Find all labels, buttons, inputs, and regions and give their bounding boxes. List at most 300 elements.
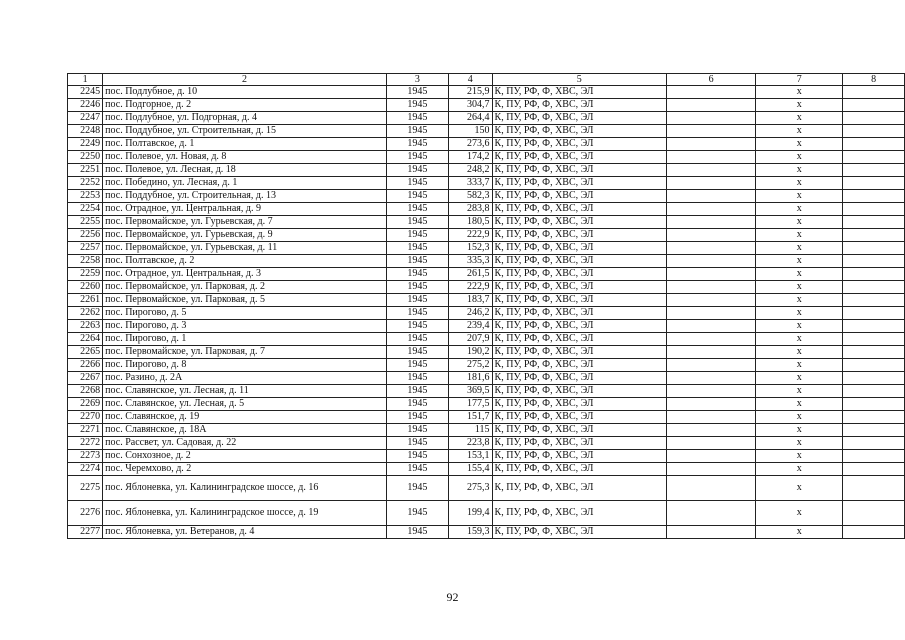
year-cell: 1945 xyxy=(386,526,448,539)
col6-cell xyxy=(666,138,756,151)
mark-cell: х xyxy=(756,203,843,216)
mark-cell: х xyxy=(756,307,843,320)
systems-cell: К, ПУ, РФ, Ф, ХВС, ЭЛ xyxy=(492,99,666,112)
mark-cell: х xyxy=(756,346,843,359)
year-cell: 1945 xyxy=(386,424,448,437)
year-cell: 1945 xyxy=(386,501,448,526)
systems-cell: К, ПУ, РФ, Ф, ХВС, ЭЛ xyxy=(492,411,666,424)
address-cell: пос. Отрадное, ул. Центральная, д. 9 xyxy=(103,203,387,216)
address-cell: пос. Подгорное, д. 2 xyxy=(103,99,387,112)
col6-cell xyxy=(666,463,756,476)
col8-cell xyxy=(843,346,905,359)
area-cell: 151,7 xyxy=(448,411,492,424)
table-row xyxy=(68,372,905,385)
header-col-3: 3 xyxy=(386,74,448,86)
col8-cell xyxy=(843,151,905,164)
col8-cell xyxy=(843,398,905,411)
row-number: 2260 xyxy=(68,281,103,294)
table-row xyxy=(68,242,905,255)
row-number: 2252 xyxy=(68,177,103,190)
area-cell: 264,4 xyxy=(448,112,492,125)
systems-cell: К, ПУ, РФ, Ф, ХВС, ЭЛ xyxy=(492,320,666,333)
systems-cell: К, ПУ, РФ, Ф, ХВС, ЭЛ xyxy=(492,424,666,437)
systems-cell: К, ПУ, РФ, Ф, ХВС, ЭЛ xyxy=(492,333,666,346)
table-row xyxy=(68,190,905,203)
col6-cell xyxy=(666,268,756,281)
col8-cell xyxy=(843,125,905,138)
table-row xyxy=(68,151,905,164)
header-col-4: 4 xyxy=(448,74,492,86)
col6-cell xyxy=(666,229,756,242)
mark-cell: х xyxy=(756,125,843,138)
year-cell: 1945 xyxy=(386,125,448,138)
systems-cell: К, ПУ, РФ, Ф, ХВС, ЭЛ xyxy=(492,526,666,539)
col8-cell xyxy=(843,112,905,125)
header-col-1: 1 xyxy=(68,74,103,86)
col8-cell xyxy=(843,320,905,333)
col6-cell xyxy=(666,190,756,203)
address-cell: пос. Первомайское, ул. Гурьевская, д. 11 xyxy=(103,242,387,255)
table-row xyxy=(68,281,905,294)
row-number: 2265 xyxy=(68,346,103,359)
area-cell: 222,9 xyxy=(448,229,492,242)
table-row xyxy=(68,385,905,398)
year-cell: 1945 xyxy=(386,203,448,216)
area-cell: 199,4 xyxy=(448,501,492,526)
col8-cell xyxy=(843,307,905,320)
year-cell: 1945 xyxy=(386,346,448,359)
systems-cell: К, ПУ, РФ, Ф, ХВС, ЭЛ xyxy=(492,372,666,385)
col8-cell xyxy=(843,242,905,255)
mark-cell: х xyxy=(756,190,843,203)
mark-cell: х xyxy=(756,138,843,151)
page-number: 92 xyxy=(446,590,459,604)
col8-cell xyxy=(843,411,905,424)
address-cell: пос. Черемхово, д. 2 xyxy=(103,463,387,476)
col6-cell xyxy=(666,112,756,125)
row-number: 2245 xyxy=(68,86,103,99)
col6-cell xyxy=(666,501,756,526)
row-number: 2262 xyxy=(68,307,103,320)
year-cell: 1945 xyxy=(386,307,448,320)
col8-cell xyxy=(843,501,905,526)
col6-cell xyxy=(666,99,756,112)
mark-cell: х xyxy=(756,99,843,112)
housing-registry-table xyxy=(67,73,905,539)
col6-cell xyxy=(666,476,756,501)
col8-cell xyxy=(843,177,905,190)
area-cell: 283,8 xyxy=(448,203,492,216)
col8-cell xyxy=(843,138,905,151)
mark-cell: х xyxy=(756,463,843,476)
mark-cell: х xyxy=(756,151,843,164)
address-cell: пос. Пирогово, д. 3 xyxy=(103,320,387,333)
row-number: 2269 xyxy=(68,398,103,411)
area-cell: 222,9 xyxy=(448,281,492,294)
col6-cell xyxy=(666,216,756,229)
mark-cell: х xyxy=(756,526,843,539)
row-number: 2254 xyxy=(68,203,103,216)
year-cell: 1945 xyxy=(386,190,448,203)
header-col-5: 5 xyxy=(492,74,666,86)
systems-cell: К, ПУ, РФ, Ф, ХВС, ЭЛ xyxy=(492,294,666,307)
address-cell: пос. Первомайское, ул. Парковая, д. 7 xyxy=(103,346,387,359)
mark-cell: х xyxy=(756,255,843,268)
row-number: 2276 xyxy=(68,501,103,526)
table-row xyxy=(68,138,905,151)
systems-cell: К, ПУ, РФ, Ф, ХВС, ЭЛ xyxy=(492,229,666,242)
col6-cell xyxy=(666,294,756,307)
col6-cell xyxy=(666,177,756,190)
col8-cell xyxy=(843,255,905,268)
header-col-8: 8 xyxy=(843,74,905,86)
table-row xyxy=(68,229,905,242)
area-cell: 215,9 xyxy=(448,86,492,99)
address-cell: пос. Пирогово, д. 1 xyxy=(103,333,387,346)
area-cell: 248,2 xyxy=(448,164,492,177)
table-row xyxy=(68,450,905,463)
mark-cell: х xyxy=(756,398,843,411)
systems-cell: К, ПУ, РФ, Ф, ХВС, ЭЛ xyxy=(492,476,666,501)
area-cell: 155,4 xyxy=(448,463,492,476)
col6-cell xyxy=(666,151,756,164)
row-number: 2261 xyxy=(68,294,103,307)
mark-cell: х xyxy=(756,411,843,424)
col8-cell xyxy=(843,333,905,346)
table-row xyxy=(68,112,905,125)
systems-cell: К, ПУ, РФ, Ф, ХВС, ЭЛ xyxy=(492,125,666,138)
area-cell: 190,2 xyxy=(448,346,492,359)
row-number: 2270 xyxy=(68,411,103,424)
area-cell: 335,3 xyxy=(448,255,492,268)
col8-cell xyxy=(843,86,905,99)
year-cell: 1945 xyxy=(386,411,448,424)
col8-cell xyxy=(843,476,905,501)
systems-cell: К, ПУ, РФ, Ф, ХВС, ЭЛ xyxy=(492,112,666,125)
mark-cell: х xyxy=(756,294,843,307)
area-cell: 273,6 xyxy=(448,138,492,151)
year-cell: 1945 xyxy=(386,320,448,333)
table-row xyxy=(68,411,905,424)
systems-cell: К, ПУ, РФ, Ф, ХВС, ЭЛ xyxy=(492,463,666,476)
mark-cell: х xyxy=(756,476,843,501)
table-row xyxy=(68,268,905,281)
table-row xyxy=(68,99,905,112)
col6-cell xyxy=(666,385,756,398)
systems-cell: К, ПУ, РФ, Ф, ХВС, ЭЛ xyxy=(492,346,666,359)
table-row xyxy=(68,476,905,501)
area-cell: 207,9 xyxy=(448,333,492,346)
mark-cell: х xyxy=(756,437,843,450)
row-number: 2274 xyxy=(68,463,103,476)
table-row xyxy=(68,203,905,216)
mark-cell: х xyxy=(756,216,843,229)
col6-cell xyxy=(666,164,756,177)
year-cell: 1945 xyxy=(386,372,448,385)
header-col-7: 7 xyxy=(756,74,843,86)
year-cell: 1945 xyxy=(386,164,448,177)
row-number: 2275 xyxy=(68,476,103,501)
mark-cell: х xyxy=(756,268,843,281)
systems-cell: К, ПУ, РФ, Ф, ХВС, ЭЛ xyxy=(492,203,666,216)
address-cell: пос. Победино, ул. Лесная, д. 1 xyxy=(103,177,387,190)
address-cell: пос. Первомайское, ул. Парковая, д. 2 xyxy=(103,281,387,294)
address-cell: пос. Пирогово, д. 8 xyxy=(103,359,387,372)
year-cell: 1945 xyxy=(386,437,448,450)
year-cell: 1945 xyxy=(386,281,448,294)
row-number: 2264 xyxy=(68,333,103,346)
table-row xyxy=(68,526,905,539)
area-cell: 115 xyxy=(448,424,492,437)
mark-cell: х xyxy=(756,229,843,242)
col6-cell xyxy=(666,307,756,320)
col6-cell xyxy=(666,125,756,138)
year-cell: 1945 xyxy=(386,138,448,151)
table-row xyxy=(68,424,905,437)
col8-cell xyxy=(843,203,905,216)
area-cell: 261,5 xyxy=(448,268,492,281)
year-cell: 1945 xyxy=(386,177,448,190)
year-cell: 1945 xyxy=(386,476,448,501)
col8-cell xyxy=(843,268,905,281)
address-cell: пос. Разино, д. 2А xyxy=(103,372,387,385)
row-number: 2266 xyxy=(68,359,103,372)
area-cell: 304,7 xyxy=(448,99,492,112)
col6-cell xyxy=(666,255,756,268)
table-row xyxy=(68,307,905,320)
address-cell: пос. Полтавское, д. 2 xyxy=(103,255,387,268)
table-row xyxy=(68,333,905,346)
row-number: 2247 xyxy=(68,112,103,125)
row-number: 2257 xyxy=(68,242,103,255)
area-cell: 246,2 xyxy=(448,307,492,320)
row-number: 2259 xyxy=(68,268,103,281)
mark-cell: х xyxy=(756,501,843,526)
address-cell: пос. Поддубное, ул. Строительная, д. 15 xyxy=(103,125,387,138)
table-row xyxy=(68,86,905,99)
systems-cell: К, ПУ, РФ, Ф, ХВС, ЭЛ xyxy=(492,190,666,203)
address-cell: пос. Отрадное, ул. Центральная, д. 3 xyxy=(103,268,387,281)
area-cell: 152,3 xyxy=(448,242,492,255)
mark-cell: х xyxy=(756,86,843,99)
row-number: 2271 xyxy=(68,424,103,437)
table-row xyxy=(68,216,905,229)
address-cell: пос. Подлубное, ул. Подгорная, д. 4 xyxy=(103,112,387,125)
table-row xyxy=(68,294,905,307)
systems-cell: К, ПУ, РФ, Ф, ХВС, ЭЛ xyxy=(492,307,666,320)
systems-cell: К, ПУ, РФ, Ф, ХВС, ЭЛ xyxy=(492,151,666,164)
systems-cell: К, ПУ, РФ, Ф, ХВС, ЭЛ xyxy=(492,359,666,372)
area-cell: 150 xyxy=(448,125,492,138)
col6-cell xyxy=(666,320,756,333)
table-row xyxy=(68,463,905,476)
year-cell: 1945 xyxy=(386,294,448,307)
col8-cell xyxy=(843,437,905,450)
address-cell: пос. Яблоневка, ул. Калининградское шоссе, д. 19 xyxy=(103,501,387,526)
col6-cell xyxy=(666,372,756,385)
mark-cell: х xyxy=(756,164,843,177)
address-cell: пос. Подлубное, д. 10 xyxy=(103,86,387,99)
year-cell: 1945 xyxy=(386,333,448,346)
col6-cell xyxy=(666,281,756,294)
year-cell: 1945 xyxy=(386,398,448,411)
header-row xyxy=(68,74,905,86)
year-cell: 1945 xyxy=(386,463,448,476)
address-cell: пос. Яблоневка, ул. Калининградское шоссе, д. 16 xyxy=(103,476,387,501)
systems-cell: К, ПУ, РФ, Ф, ХВС, ЭЛ xyxy=(492,450,666,463)
row-number: 2253 xyxy=(68,190,103,203)
row-number: 2255 xyxy=(68,216,103,229)
address-cell: пос. Первомайское, ул. Гурьевская, д. 9 xyxy=(103,229,387,242)
systems-cell: К, ПУ, РФ, Ф, ХВС, ЭЛ xyxy=(492,242,666,255)
year-cell: 1945 xyxy=(386,151,448,164)
year-cell: 1945 xyxy=(386,450,448,463)
col8-cell xyxy=(843,450,905,463)
col8-cell xyxy=(843,294,905,307)
area-cell: 369,5 xyxy=(448,385,492,398)
year-cell: 1945 xyxy=(386,86,448,99)
col8-cell xyxy=(843,164,905,177)
area-cell: 239,4 xyxy=(448,320,492,333)
col6-cell xyxy=(666,333,756,346)
col6-cell xyxy=(666,346,756,359)
systems-cell: К, ПУ, РФ, Ф, ХВС, ЭЛ xyxy=(492,216,666,229)
row-number: 2258 xyxy=(68,255,103,268)
col6-cell xyxy=(666,86,756,99)
address-cell: пос. Полевое, ул. Лесная, д. 18 xyxy=(103,164,387,177)
table-row xyxy=(68,437,905,450)
col6-cell xyxy=(666,411,756,424)
mark-cell: х xyxy=(756,333,843,346)
mark-cell: х xyxy=(756,177,843,190)
address-cell: пос. Славянское, ул. Лесная, д. 5 xyxy=(103,398,387,411)
year-cell: 1945 xyxy=(386,216,448,229)
mark-cell: х xyxy=(756,242,843,255)
systems-cell: К, ПУ, РФ, Ф, ХВС, ЭЛ xyxy=(492,281,666,294)
row-number: 2273 xyxy=(68,450,103,463)
systems-cell: К, ПУ, РФ, Ф, ХВС, ЭЛ xyxy=(492,385,666,398)
address-cell: пос. Первомайское, ул. Гурьевская, д. 7 xyxy=(103,216,387,229)
year-cell: 1945 xyxy=(386,112,448,125)
col6-cell xyxy=(666,398,756,411)
table-row xyxy=(68,177,905,190)
col6-cell xyxy=(666,203,756,216)
mark-cell: х xyxy=(756,424,843,437)
col8-cell xyxy=(843,359,905,372)
area-cell: 177,5 xyxy=(448,398,492,411)
mark-cell: х xyxy=(756,385,843,398)
col8-cell xyxy=(843,216,905,229)
area-cell: 153,1 xyxy=(448,450,492,463)
year-cell: 1945 xyxy=(386,255,448,268)
area-cell: 174,2 xyxy=(448,151,492,164)
address-cell: пос. Полтавское, д. 1 xyxy=(103,138,387,151)
col8-cell xyxy=(843,281,905,294)
mark-cell: х xyxy=(756,450,843,463)
area-cell: 275,2 xyxy=(448,359,492,372)
address-cell: пос. Сонхозное, д. 2 xyxy=(103,450,387,463)
area-cell: 180,5 xyxy=(448,216,492,229)
year-cell: 1945 xyxy=(386,359,448,372)
area-cell: 275,3 xyxy=(448,476,492,501)
col8-cell xyxy=(843,190,905,203)
col6-cell xyxy=(666,242,756,255)
systems-cell: К, ПУ, РФ, Ф, ХВС, ЭЛ xyxy=(492,255,666,268)
systems-cell: К, ПУ, РФ, Ф, ХВС, ЭЛ xyxy=(492,177,666,190)
systems-cell: К, ПУ, РФ, Ф, ХВС, ЭЛ xyxy=(492,398,666,411)
year-cell: 1945 xyxy=(386,268,448,281)
row-number: 2277 xyxy=(68,526,103,539)
address-cell: пос. Первомайское, ул. Парковая, д. 5 xyxy=(103,294,387,307)
address-cell: пос. Славянское, д. 18А xyxy=(103,424,387,437)
col8-cell xyxy=(843,385,905,398)
col6-cell xyxy=(666,450,756,463)
row-number: 2250 xyxy=(68,151,103,164)
table-row xyxy=(68,346,905,359)
systems-cell: К, ПУ, РФ, Ф, ХВС, ЭЛ xyxy=(492,164,666,177)
col6-cell xyxy=(666,437,756,450)
row-number: 2246 xyxy=(68,99,103,112)
table-row xyxy=(68,398,905,411)
table-row xyxy=(68,164,905,177)
table-row xyxy=(68,501,905,526)
table-row xyxy=(68,125,905,138)
col8-cell xyxy=(843,372,905,385)
address-cell: пос. Пирогово, д. 5 xyxy=(103,307,387,320)
address-cell: пос. Славянское, ул. Лесная, д. 11 xyxy=(103,385,387,398)
row-number: 2248 xyxy=(68,125,103,138)
mark-cell: х xyxy=(756,359,843,372)
row-number: 2268 xyxy=(68,385,103,398)
row-number: 2272 xyxy=(68,437,103,450)
table-row xyxy=(68,255,905,268)
area-cell: 582,3 xyxy=(448,190,492,203)
year-cell: 1945 xyxy=(386,99,448,112)
col8-cell xyxy=(843,229,905,242)
table-row xyxy=(68,320,905,333)
col8-cell xyxy=(843,99,905,112)
mark-cell: х xyxy=(756,112,843,125)
address-cell: пос. Рассвет, ул. Садовая, д. 22 xyxy=(103,437,387,450)
address-cell: пос. Полевое, ул. Новая, д. 8 xyxy=(103,151,387,164)
mark-cell: х xyxy=(756,372,843,385)
area-cell: 333,7 xyxy=(448,177,492,190)
year-cell: 1945 xyxy=(386,242,448,255)
area-cell: 183,7 xyxy=(448,294,492,307)
col6-cell xyxy=(666,424,756,437)
row-number: 2263 xyxy=(68,320,103,333)
table-row xyxy=(68,359,905,372)
row-number: 2267 xyxy=(68,372,103,385)
col8-cell xyxy=(843,463,905,476)
year-cell: 1945 xyxy=(386,229,448,242)
row-number: 2251 xyxy=(68,164,103,177)
systems-cell: К, ПУ, РФ, Ф, ХВС, ЭЛ xyxy=(492,138,666,151)
mark-cell: х xyxy=(756,320,843,333)
header-col-2: 2 xyxy=(103,74,387,86)
header-col-6: 6 xyxy=(666,74,756,86)
address-cell: пос. Яблоневка, ул. Ветеранов, д. 4 xyxy=(103,526,387,539)
row-number: 2249 xyxy=(68,138,103,151)
col6-cell xyxy=(666,359,756,372)
systems-cell: К, ПУ, РФ, Ф, ХВС, ЭЛ xyxy=(492,501,666,526)
systems-cell: К, ПУ, РФ, Ф, ХВС, ЭЛ xyxy=(492,86,666,99)
row-number: 2256 xyxy=(68,229,103,242)
systems-cell: К, ПУ, РФ, Ф, ХВС, ЭЛ xyxy=(492,437,666,450)
area-cell: 159,3 xyxy=(448,526,492,539)
mark-cell: х xyxy=(756,281,843,294)
area-cell: 223,8 xyxy=(448,437,492,450)
